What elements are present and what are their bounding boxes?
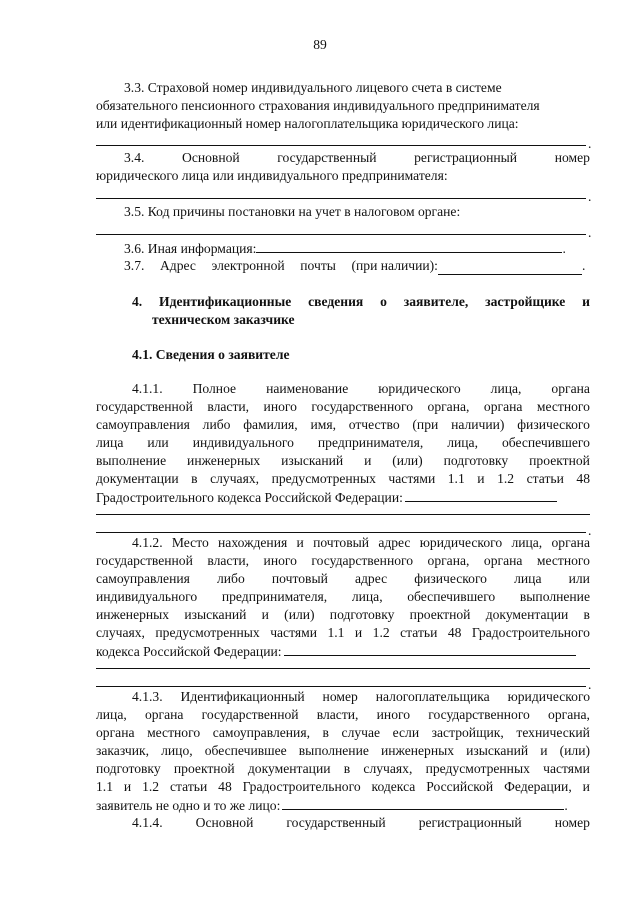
s4-1-2-field[interactable] [284,642,576,656]
s4-1-1-last-text: Градостроительного кодекса Российской Федерации: [96,490,403,505]
word: 1.1 [447,471,465,486]
word: органа, [548,707,590,722]
word: инженерных [187,453,261,468]
s4-1-1-answer-line[interactable] [96,514,590,515]
word: власти, [207,399,250,414]
word: застройщике [485,294,566,309]
word: в [191,471,198,486]
word: самоуправления [96,417,190,432]
s4-1-2-line [96,588,590,606]
word: лица, [490,381,522,396]
word: и [296,535,304,550]
word: и [582,294,590,309]
word: документации [485,607,569,622]
word: лица, [447,435,478,450]
word: 1.1 [327,625,345,640]
word: и [354,625,363,640]
word: (при наличии): [351,258,438,273]
word: власти, [207,553,250,568]
word: 4.1.4. [132,815,163,830]
word: государственный [286,815,386,830]
word: статьи [526,471,564,486]
s3-6-field[interactable] [256,239,562,253]
word: Градостроительного [242,779,361,794]
s4-1-2-line [96,624,590,642]
s3-7-field[interactable] [438,261,582,275]
word: государственного [311,553,414,568]
word: предусмотренных [271,471,376,486]
word: Место [171,535,209,550]
word: 48 [447,625,462,640]
s4-1-3-line [96,760,590,778]
word: (или) [392,453,423,468]
word: частями [270,625,317,640]
word: наименование [266,381,349,396]
word: подготовку [443,453,509,468]
word: индивидуального [96,589,198,604]
word: 1.1 [96,779,113,794]
word: Градостроительного [471,625,590,640]
word: регистрационный [418,815,522,830]
s3-3-line-1: 3.3. Страховой номер индивидуального лицевого счета в системе [124,80,502,95]
punct-period: . [582,258,586,273]
word: регистрационный [414,150,518,165]
s3-5-line-1: 3.5. Код причины постановки на учет в налоговом органе: [124,204,461,219]
word: подготовку [329,607,395,622]
word: самоуправления, [212,725,310,740]
word: юридического [419,535,503,550]
word: проектной [529,453,590,468]
word: лицо, [161,743,193,758]
word: Российской [426,779,494,794]
s3-4-line-2: юридического лица или индивидуального предпринимателя: [96,168,448,183]
s4-1-1-line [96,452,590,470]
word: государственного [311,399,414,414]
s4-1-2-last-line [96,642,590,660]
word: Адрес [159,258,196,273]
word: адрес [378,535,411,550]
word: физического [414,571,487,586]
word: выполнение [519,589,590,604]
s4-1-1-line [96,470,590,488]
s4-1-2-line [132,534,590,552]
s4-1-1-field[interactable] [405,488,557,502]
word: либо [202,417,231,432]
word: технический [516,725,590,740]
word: и [477,471,485,486]
word: (или) [284,607,315,622]
word: Идентификационный [180,689,305,704]
s4-1-3-line [96,778,590,796]
word: изысканий [184,607,247,622]
word: и [123,779,132,794]
word: 48 [576,471,590,486]
word: органа [483,553,523,568]
word: Федерации, [504,779,572,794]
word: застройщик, [431,725,504,740]
s4-1-4-line-1 [132,814,590,832]
s3-3-answer-line[interactable] [96,145,586,146]
punct-period: . [564,798,568,813]
word: почтовый [271,571,328,586]
word: номер [554,815,590,830]
word: государственной [201,707,299,722]
s4-1-3-line [96,706,590,724]
word: 4.1.2. [132,535,163,550]
word: имя, [310,417,336,432]
word: Основной [182,150,240,165]
word: органа [483,399,523,414]
s4-1-3-last-line [96,796,590,814]
word: случаях, [210,471,260,486]
word: сведения [308,294,364,309]
word: подготовку [96,761,161,776]
word: заявителе, [403,294,469,309]
word: государственный [277,150,377,165]
s4-1-1-line [132,380,590,398]
word: адрес [354,571,388,586]
s4-1-2-line [96,552,590,570]
word: проектной [409,607,471,622]
s4-1-1-answer-line[interactable] [96,532,586,533]
word: о [380,294,387,309]
word: фамилия, [243,417,298,432]
word: либо [217,571,245,586]
s3-5-answer-line[interactable] [96,234,586,235]
word: лица [514,571,542,586]
word: документации [247,761,331,776]
word: налогоплательщика [375,689,490,704]
word: лица [96,435,124,450]
word: государственной [96,399,193,414]
word: Полное [192,381,237,396]
word: (при [412,417,439,432]
s4-1-1-line [96,434,590,452]
word: органа [551,535,590,550]
s4-1-2-line [96,606,590,624]
word: юридического [378,381,461,396]
word: почтовый [313,535,370,550]
word: почты [300,258,336,273]
word: 4.1.1. [132,381,163,396]
word: 3.4. [124,150,145,165]
word: лица, [96,707,127,722]
s3-7-line [124,257,590,275]
word: и [364,453,372,468]
s3-4-answer-line[interactable] [96,198,586,199]
s4-1-2-line [96,570,590,588]
s4-1-3-last-text: заявитель не одно и то же лицо: [96,798,281,813]
s4-1-3-line [96,742,590,760]
word: физического [517,417,590,432]
word: 4.1.3. [132,689,163,704]
word: местного [147,725,201,740]
s3-6-line [124,239,590,257]
word: предпринимателя, [221,589,328,604]
word: изысканий [281,453,344,468]
word: и [261,607,269,622]
word: в [343,761,351,776]
word: 48 [218,779,232,794]
word: 1.2 [497,471,515,486]
word: отчество [348,417,400,432]
word: изысканий [466,743,529,758]
s4-1-1-line [96,398,590,416]
word: номер [554,150,590,165]
word: обеспечившего [501,435,590,450]
word: частями [388,471,436,486]
s4-1-2-answer-line[interactable] [96,686,586,687]
word: статьи [170,779,208,794]
word: 4. [132,294,143,309]
word: в [322,725,329,740]
word: лица, [351,589,383,604]
word: 1.2 [142,779,160,794]
s4-heading-line-2: техническом заказчике [152,312,295,327]
word: или [147,435,169,450]
punct-period: . [588,677,592,692]
word: инженерных [380,743,455,758]
word: Идентификационные [159,294,292,309]
page-number: 89 [313,37,327,52]
s4-heading-line-1 [132,293,590,311]
word: выполнение [96,453,167,468]
word: юридического [507,689,590,704]
word: номер [322,689,358,704]
word: в [583,607,590,622]
word: предпринимателя, [317,435,424,450]
word: государственного [428,707,530,722]
word: органа [96,725,135,740]
s3-7-label [124,257,438,275]
word: обеспечившего [407,589,496,604]
s4-1-1-last-line [96,488,590,506]
s3-3-line-2: обязательного пенсионного страхования индивидуального предпринимателя [96,98,540,113]
word: органа [551,381,590,396]
word: выполнение [298,743,369,758]
s4-1-1-line [96,416,590,434]
s4-1-2-answer-line[interactable] [96,668,590,669]
word: заказчик, [96,743,150,758]
word: предусмотренных [425,761,530,776]
word: иного [263,399,297,414]
word: органа [144,707,184,722]
word: проектной [173,761,235,776]
word: самоуправления [96,571,190,586]
word: нахождения [218,535,288,550]
s4-1-3-line [132,688,590,706]
word: наличии) [451,417,505,432]
s4-1-3-line [96,724,590,742]
punct-period: . [562,241,566,256]
s4-1-heading: 4.1. Сведения о заявителе [132,347,290,362]
word: (или) [559,743,590,758]
word: государственной [96,553,193,568]
s3-4-line-1 [124,149,590,167]
word: и [582,779,590,794]
punct-period: . [588,523,592,538]
punct-period: . [588,225,592,240]
word: обеспечившее [204,743,287,758]
word: и [540,743,548,758]
word: случае [341,725,381,740]
word: если [392,725,420,740]
s4-1-3-field[interactable] [282,796,564,810]
word: предусмотренных [155,625,260,640]
word: иного [376,707,411,722]
word: власти, [316,707,359,722]
word: органа, [427,399,470,414]
s3-6-label: 3.6. Иная информация: [124,241,257,256]
word: или [568,571,590,586]
s4-1-2-last-text: кодекса Российской Федерации: [96,644,282,659]
punct-period: . [588,136,592,151]
word: кодекса [371,779,416,794]
punct-period: . [588,189,592,204]
word: электронной [211,258,285,273]
word: Основной [195,815,254,830]
word: случаях, [363,761,413,776]
word: органа, [427,553,470,568]
word: местного [536,399,590,414]
word: 3.7. [124,258,145,273]
word: 1.2 [372,625,390,640]
word: местного [536,553,590,568]
s3-3-line-3: или идентификационный номер налогоплательщика юридического лица: [96,116,519,131]
word: частями [543,761,590,776]
word: лица, [511,535,543,550]
word: документации [96,471,179,486]
word: иного [263,553,297,568]
word: статьи [400,625,438,640]
word: индивидуального [192,435,294,450]
word: случаях, [96,625,145,640]
word: инженерных [96,607,170,622]
